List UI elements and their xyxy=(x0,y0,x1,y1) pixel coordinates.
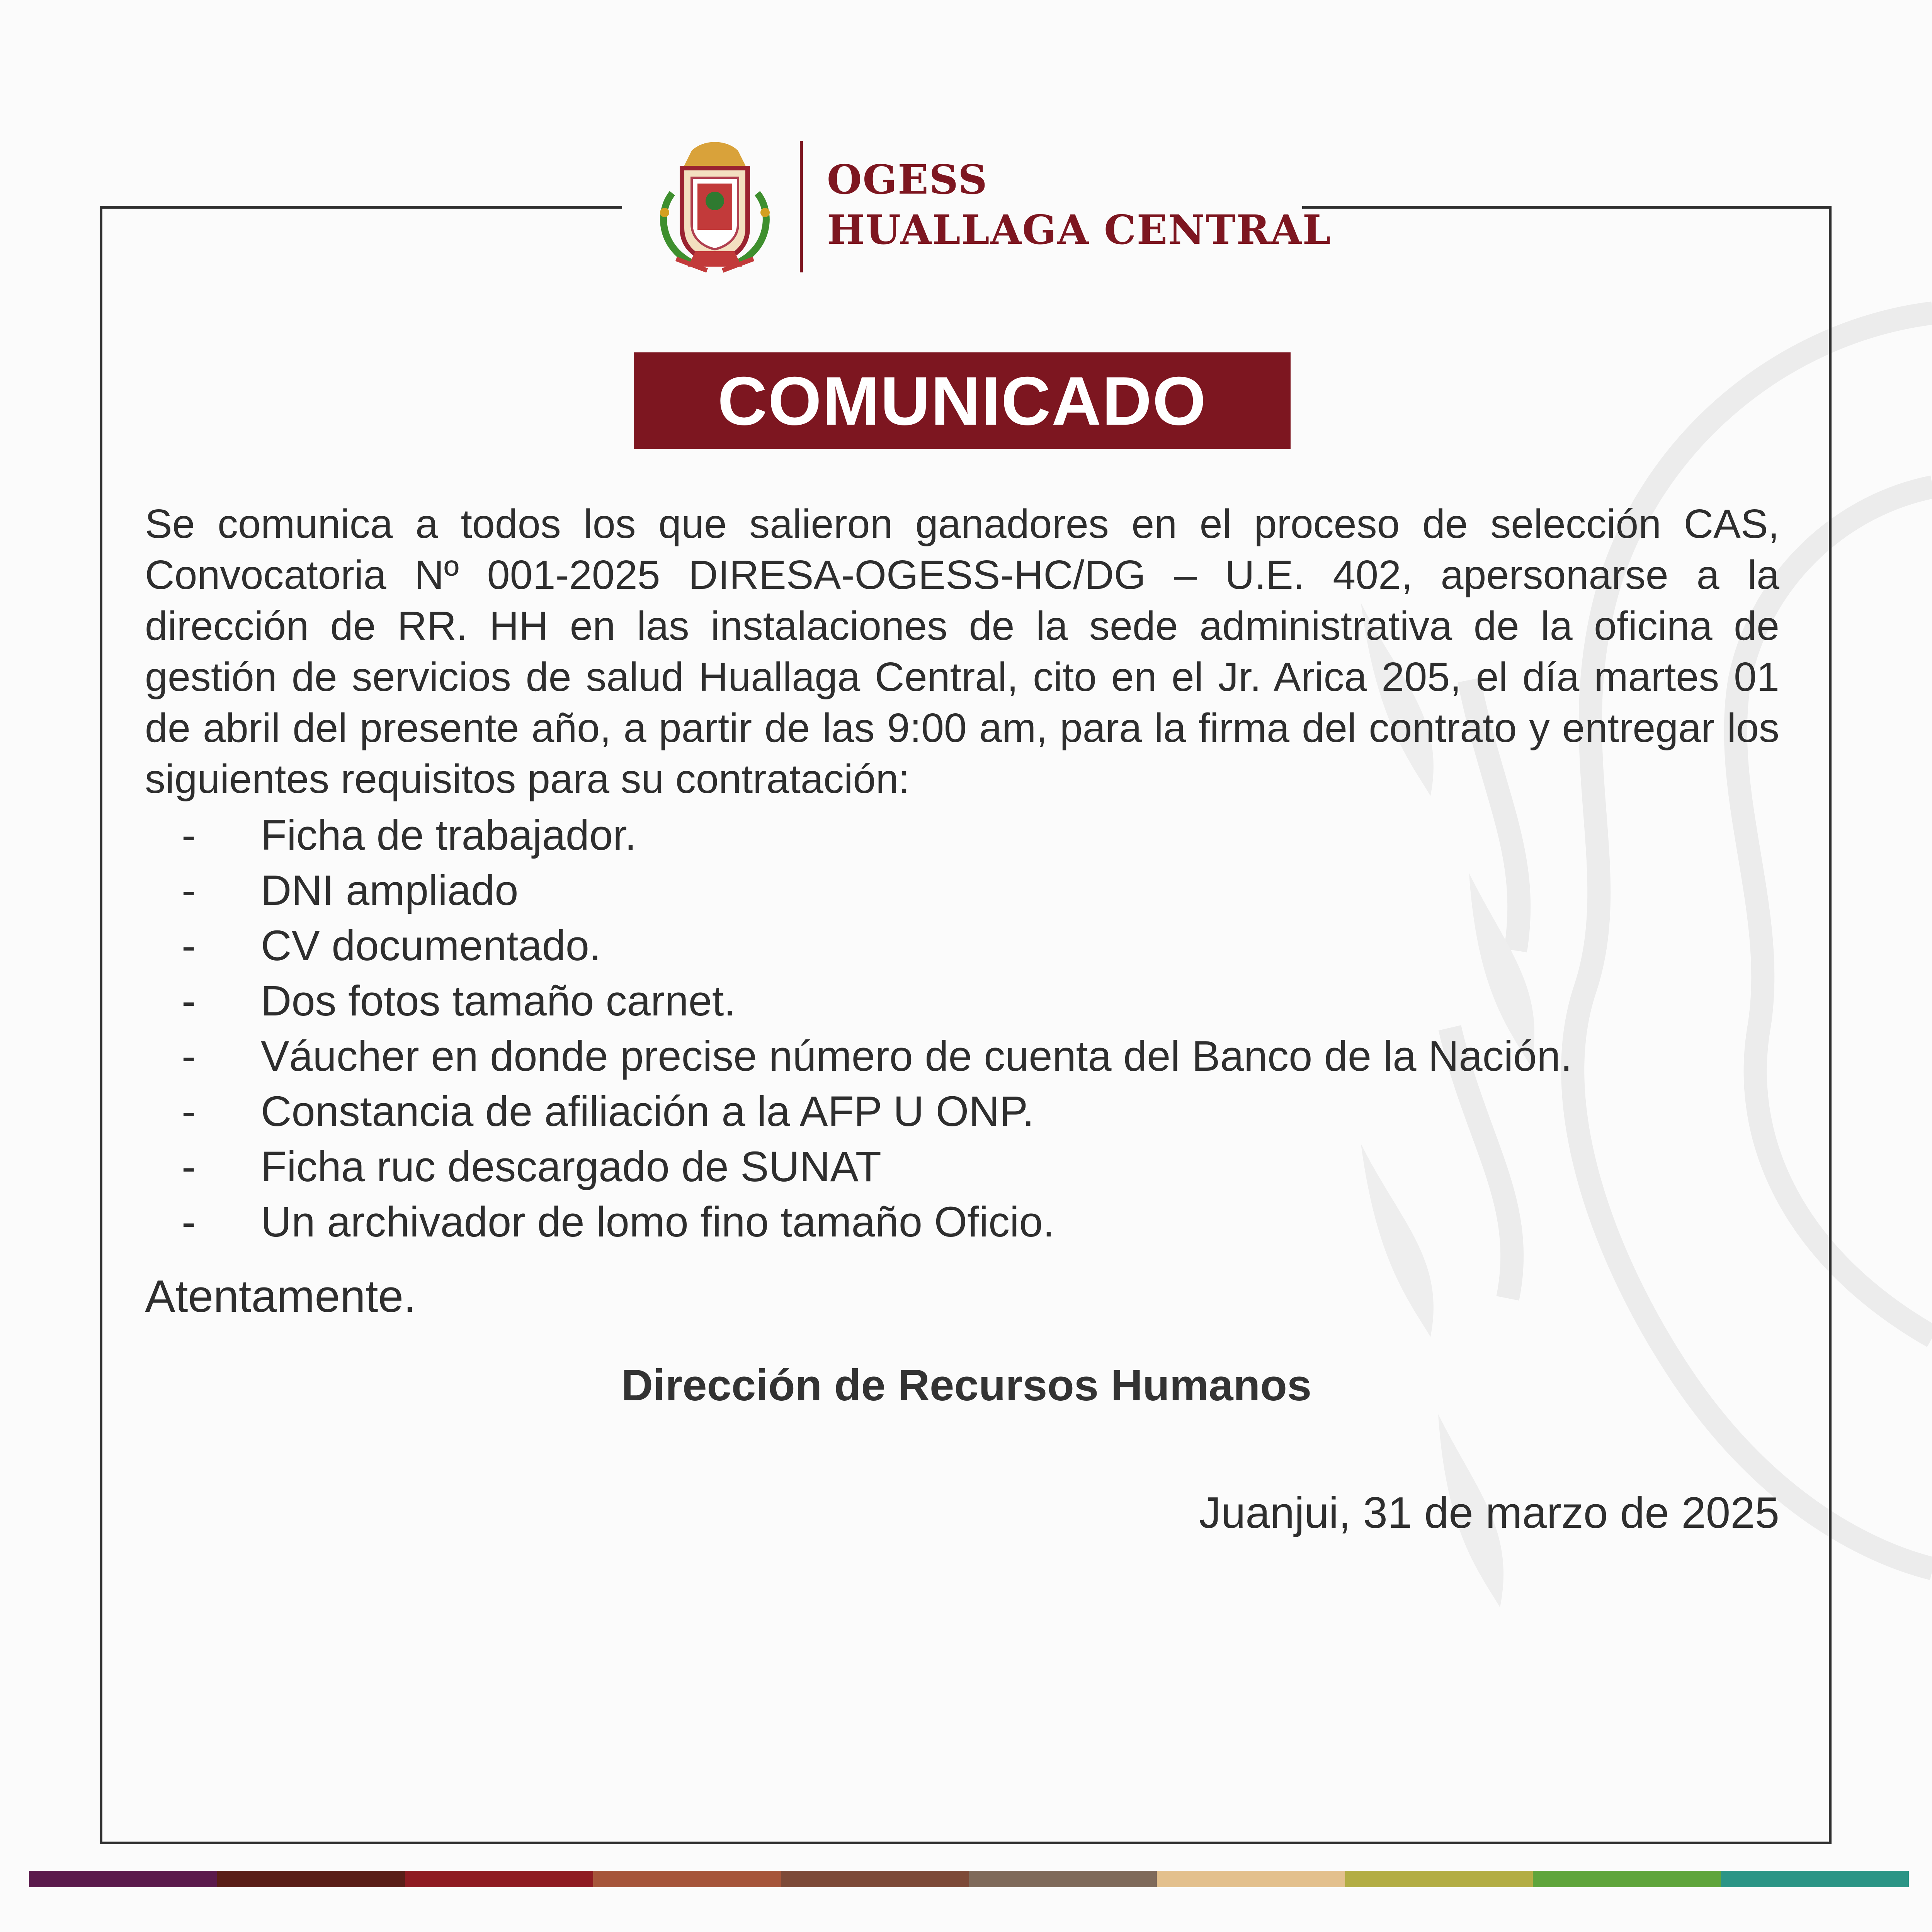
band-segment xyxy=(1157,1871,1345,1887)
requirement-text: Váucher en donde precise número de cuenta del Banco de la Nación. xyxy=(261,1032,1572,1080)
bullet-dash: - xyxy=(182,1143,196,1190)
list-item xyxy=(182,1084,1572,1139)
color-band xyxy=(29,1871,1909,1887)
regional-coat-of-arms-icon xyxy=(649,135,781,278)
date-line: Juanjui, 31 de marzo de 2025 xyxy=(1199,1488,1779,1537)
bullet-dash: - xyxy=(182,922,196,969)
requirement-text: Ficha ruc descargado de SUNAT xyxy=(261,1143,881,1190)
band-segment xyxy=(969,1871,1157,1887)
signature: Dirección de Recursos Humanos xyxy=(621,1361,1312,1410)
requirements-list xyxy=(182,808,1572,1250)
list-item xyxy=(182,918,1572,973)
bullet-dash: - xyxy=(182,1198,196,1246)
brand-name xyxy=(827,155,1332,255)
list-item xyxy=(182,1029,1572,1084)
list-item xyxy=(182,863,1572,918)
list-item xyxy=(182,1139,1572,1194)
page-title: COMUNICADO xyxy=(718,362,1207,439)
body-paragraph: Se comunica a todos los que salieron ganadores en el proceso de selección CAS, Convocatoria Nº 001-2025 DIRESA-OGESS-HC/DG – U.E. 402, apersonarse a la dirección de RR. HH en las instalaciones de la sede administrativa de la oficina de gestión de servicios de salud Huallaga Central, cito en el Jr. Arica 205, el día martes 01 de abril del presente año, a partir de las 9:00 am, para la firma del contrato y entregar los siguientes requisitos para su contratación: xyxy=(145,501,1779,802)
bullet-dash: - xyxy=(182,1088,196,1135)
list-item xyxy=(182,973,1572,1029)
band-segment xyxy=(217,1871,405,1887)
list-item xyxy=(182,808,1572,863)
logo-divider xyxy=(800,141,803,272)
bullet-dash: - xyxy=(182,811,196,859)
bullet-dash: - xyxy=(182,1032,196,1080)
bullet-dash: - xyxy=(182,867,196,914)
requirement-text: Dos fotos tamaño carnet. xyxy=(261,977,736,1025)
requirement-text: Un archivador de lomo fino tamaño Oficio. xyxy=(261,1198,1055,1246)
requirement-text: Ficha de trabajador. xyxy=(261,811,637,859)
band-segment xyxy=(405,1871,593,1887)
brand-line-1: OGESS xyxy=(827,156,988,203)
band-segment xyxy=(29,1871,217,1887)
list-item xyxy=(182,1194,1572,1250)
band-segment xyxy=(1345,1871,1533,1887)
band-segment xyxy=(593,1871,781,1887)
requirement-text: DNI ampliado xyxy=(261,867,519,914)
brand-line-2: HUALLAGA CENTRAL xyxy=(827,206,1332,253)
band-segment xyxy=(781,1871,969,1887)
bullet-dash: - xyxy=(182,977,196,1025)
requirement-text: CV documentado. xyxy=(261,922,601,969)
band-segment xyxy=(1533,1871,1721,1887)
band-segment xyxy=(1721,1871,1909,1887)
title-banner xyxy=(634,352,1291,449)
requirement-text: Constancia de afiliación a la AFP U ONP. xyxy=(261,1088,1034,1135)
closing-text: Atentamente. xyxy=(145,1271,416,1322)
